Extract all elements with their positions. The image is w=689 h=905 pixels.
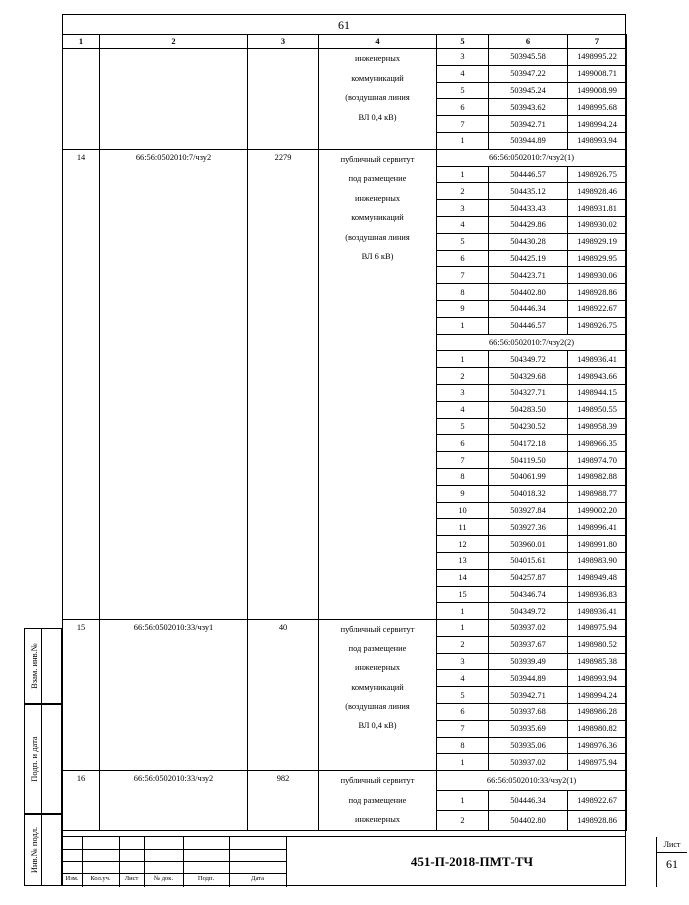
description-line: под размещение: [348, 795, 407, 805]
coord-y: 1498980.52: [568, 636, 627, 653]
description-line: ВЛ 0,4 кВ): [358, 721, 397, 731]
coord-x: 503947.22: [489, 65, 568, 82]
description-line: (воздушная линия: [345, 232, 410, 242]
coord-y: 1498995.68: [568, 99, 627, 116]
description-line: инженерных: [354, 193, 401, 203]
coord-x: 504346.74: [489, 586, 568, 603]
table-row: [63, 620, 627, 637]
coord-y: 1498976.36: [568, 737, 627, 754]
description-line: инженерных: [354, 663, 401, 673]
point-number: 13: [437, 552, 489, 569]
entry-number: 14: [63, 149, 100, 619]
coord-y: 1498975.94: [568, 620, 627, 637]
side-block-sign-date: [24, 704, 62, 814]
description-line: (воздушная линия: [345, 701, 410, 711]
column-header: 7: [568, 35, 627, 49]
sheet-label: Лист: [657, 838, 687, 853]
point-number: 6: [437, 435, 489, 452]
point-number: 15: [437, 586, 489, 603]
description-line: коммуникаций: [351, 73, 404, 83]
description-line: под размещение: [348, 644, 407, 654]
coord-x: 504349.72: [489, 603, 568, 620]
header-row: [63, 35, 627, 49]
coord-y: 1498926.75: [568, 317, 627, 334]
point-number: 1: [437, 317, 489, 334]
description-lines: [319, 771, 436, 830]
description-line: под размещение: [348, 174, 407, 184]
column-header: 5: [437, 35, 489, 49]
coord-x: 504061.99: [489, 468, 568, 485]
column-header: 4: [319, 35, 437, 49]
entry-description: [319, 49, 437, 150]
coord-y: 1498936.83: [568, 586, 627, 603]
point-number: 3: [437, 49, 489, 66]
coord-y: 1498936.41: [568, 603, 627, 620]
page-number: 61: [338, 18, 350, 32]
coord-x: 504230.52: [489, 418, 568, 435]
table-row: [63, 49, 627, 66]
side-block-replace-inv: [24, 628, 62, 704]
point-number: 2: [437, 368, 489, 385]
coord-x: 503937.02: [489, 620, 568, 637]
point-number: 1: [437, 351, 489, 368]
coord-x: 503937.67: [489, 636, 568, 653]
coord-y: 1498991.80: [568, 536, 627, 553]
point-number: 8: [437, 737, 489, 754]
point-number: 6: [437, 704, 489, 721]
description-line: публичный сервитут: [340, 154, 415, 164]
coord-x: 503939.49: [489, 653, 568, 670]
column-header: 1: [63, 35, 100, 49]
area-value: 982: [248, 771, 319, 831]
stamp-col-izm: Изм.: [65, 875, 79, 882]
side-label-replace-inv: Взам. инв.№: [29, 643, 39, 689]
description-line: инженерных: [354, 815, 401, 825]
area-value: 40: [248, 620, 319, 771]
coord-x: 503960.01: [489, 536, 568, 553]
coord-y: 1498930.02: [568, 216, 627, 233]
sheet-cell: [656, 837, 689, 887]
point-number: 6: [437, 99, 489, 116]
description-lines: [319, 49, 436, 127]
point-number: 3: [437, 384, 489, 401]
point-number: 7: [437, 720, 489, 737]
point-number: 5: [437, 233, 489, 250]
sheet-number: 61: [666, 857, 678, 871]
coord-y: 1498926.75: [568, 166, 627, 183]
cadastral-number: 66:56:0502010:33/чзу1: [100, 620, 248, 771]
coord-y: 1498928.86: [568, 810, 627, 830]
coord-y: 1499008.99: [568, 82, 627, 99]
description-line: публичный сервитут: [340, 625, 415, 635]
point-number: 1: [437, 754, 489, 771]
coord-x: 503927.36: [489, 519, 568, 536]
coord-x: 504429.86: [489, 216, 568, 233]
point-number: 1: [437, 620, 489, 637]
coord-y: 1498980.82: [568, 720, 627, 737]
table-body: [63, 35, 627, 831]
coord-y: 1498929.19: [568, 233, 627, 250]
title-block-grid: [62, 837, 286, 887]
coord-x: 503945.24: [489, 82, 568, 99]
table-row: [63, 771, 627, 791]
description-lines: [319, 620, 436, 735]
coord-y: 1498944.15: [568, 384, 627, 401]
coord-x: 503942.71: [489, 116, 568, 133]
point-number: 2: [437, 183, 489, 200]
coord-x: 504349.72: [489, 351, 568, 368]
coord-x: 503937.68: [489, 704, 568, 721]
description-line: (воздушная линия: [345, 93, 410, 102]
column-header: 3: [248, 35, 319, 49]
zone-subheader: 66:56:0502010:33/чзу2(1): [437, 771, 627, 791]
coord-x: 504119.50: [489, 452, 568, 469]
coordinates-table: [62, 34, 627, 831]
coord-x: 503944.89: [489, 132, 568, 149]
point-number: 14: [437, 569, 489, 586]
coord-x: 504435.12: [489, 183, 568, 200]
coord-x: 503943.62: [489, 99, 568, 116]
coord-x: 504015.61: [489, 552, 568, 569]
point-number: 1: [437, 166, 489, 183]
coord-y: 1498922.67: [568, 300, 627, 317]
coord-y: 1498929.95: [568, 250, 627, 267]
table-row: [63, 149, 627, 166]
side-block-inv-orig: [24, 814, 62, 886]
coord-y: 1498995.22: [568, 49, 627, 66]
stamp-col-ndoc: № док.: [153, 875, 174, 882]
description-line: коммуникаций: [351, 682, 404, 692]
coord-y: 1498930.06: [568, 267, 627, 284]
cont-area: [248, 49, 319, 150]
point-number: 4: [437, 670, 489, 687]
coord-y: 1498950.55: [568, 401, 627, 418]
description-line: публичный сервитут: [340, 776, 415, 786]
side-label-sign-date: Подп. и дата: [29, 736, 39, 782]
coord-y: 1498928.46: [568, 183, 627, 200]
point-number: 3: [437, 200, 489, 217]
point-number: 9: [437, 300, 489, 317]
point-number: 7: [437, 267, 489, 284]
description-line: коммуникаций: [351, 213, 404, 223]
coord-y: 1498943.66: [568, 368, 627, 385]
point-number: 3: [437, 653, 489, 670]
coord-x: 504425.19: [489, 250, 568, 267]
coord-y: 1498931.81: [568, 200, 627, 217]
coord-x: 504283.50: [489, 401, 568, 418]
stamp-col-podp: Подп.: [197, 875, 215, 882]
coord-x: 504257.87: [489, 569, 568, 586]
side-label-inv-orig: Инв.№ подл.: [29, 826, 39, 874]
coord-y: 1498994.24: [568, 687, 627, 704]
coord-y: 1498975.94: [568, 754, 627, 771]
coord-y: 1498966.35: [568, 435, 627, 452]
stamp-col-koluch: Кол.уч.: [90, 875, 111, 882]
coord-y: 1498949.48: [568, 569, 627, 586]
point-number: 12: [437, 536, 489, 553]
point-number: 9: [437, 485, 489, 502]
coord-x: 503935.69: [489, 720, 568, 737]
coord-x: 504172.18: [489, 435, 568, 452]
point-number: 8: [437, 468, 489, 485]
title-block: [62, 836, 681, 887]
entry-description: [319, 771, 437, 831]
point-number: 1: [437, 132, 489, 149]
cont-number: [63, 49, 100, 150]
coord-y: 1498996.41: [568, 519, 627, 536]
point-number: 6: [437, 250, 489, 267]
coord-x: 504327.71: [489, 384, 568, 401]
point-number: 8: [437, 284, 489, 301]
point-number: 2: [437, 810, 489, 830]
coord-x: 503937.02: [489, 754, 568, 771]
coord-x: 504018.32: [489, 485, 568, 502]
zone-subheader: 66:56:0502010:7/чзу2(2): [437, 334, 627, 351]
coord-x: 503935.06: [489, 737, 568, 754]
point-number: 4: [437, 401, 489, 418]
entry-description: [319, 620, 437, 771]
point-number: 7: [437, 452, 489, 469]
entry-number: 15: [63, 620, 100, 771]
stamp-col-data: Дата: [251, 875, 264, 882]
point-number: 1: [437, 791, 489, 811]
point-number: 5: [437, 418, 489, 435]
point-number: 4: [437, 216, 489, 233]
column-header: 6: [489, 35, 568, 49]
coord-y: 1498986.28: [568, 704, 627, 721]
description-line: ВЛ 0,4 кВ): [358, 112, 397, 122]
coord-y: 1498993.94: [568, 670, 627, 687]
stamp-col-list: Лист: [124, 875, 139, 882]
coord-y: 1498985.38: [568, 653, 627, 670]
document-code: 451-П-2018-ПМТ-ТЧ: [286, 837, 657, 887]
cadastral-number: 66:56:0502010:33/чзу2: [100, 771, 248, 831]
point-number: 10: [437, 502, 489, 519]
coord-y: 1498994.24: [568, 116, 627, 133]
zone-subheader: 66:56:0502010:7/чзу2(1): [437, 149, 627, 166]
entry-number: 16: [63, 771, 100, 831]
point-number: 1: [437, 603, 489, 620]
coord-x: 504446.34: [489, 300, 568, 317]
area-value: 2279: [248, 149, 319, 619]
coord-x: 504446.57: [489, 166, 568, 183]
point-number: 5: [437, 82, 489, 99]
coord-y: 1498993.94: [568, 132, 627, 149]
coord-y: 1498922.67: [568, 791, 627, 811]
coord-x: 503927.84: [489, 502, 568, 519]
coord-x: 504446.57: [489, 317, 568, 334]
point-number: 2: [437, 636, 489, 653]
coord-x: 503944.89: [489, 670, 568, 687]
coord-y: 1499008.71: [568, 65, 627, 82]
point-number: 11: [437, 519, 489, 536]
description-line: инженерных: [354, 54, 401, 63]
point-number: 5: [437, 687, 489, 704]
entry-description: [319, 149, 437, 619]
coord-x: 504446.34: [489, 791, 568, 811]
coord-y: 1498982.88: [568, 468, 627, 485]
coord-x: 504430.28: [489, 233, 568, 250]
coord-x: 504423.71: [489, 267, 568, 284]
coord-y: 1498974.70: [568, 452, 627, 469]
point-number: 7: [437, 116, 489, 133]
coord-y: 1498936.41: [568, 351, 627, 368]
coord-y: 1498958.39: [568, 418, 627, 435]
coord-x: 504433.43: [489, 200, 568, 217]
column-header: 2: [100, 35, 248, 49]
cont-cadastral: [100, 49, 248, 150]
description-lines: [319, 150, 436, 267]
point-number: 4: [437, 65, 489, 82]
coord-x: 504402.80: [489, 284, 568, 301]
coord-y: 1498988.77: [568, 485, 627, 502]
coord-y: 1498928.86: [568, 284, 627, 301]
coord-x: 503945.58: [489, 49, 568, 66]
coord-y: 1498983.90: [568, 552, 627, 569]
description-line: ВЛ 6 кВ): [361, 252, 394, 262]
coord-y: 1499002.20: [568, 502, 627, 519]
coord-x: 504402.80: [489, 810, 568, 830]
coord-x: 503942.71: [489, 687, 568, 704]
coord-x: 504329.68: [489, 368, 568, 385]
cadastral-number: 66:56:0502010:7/чзу2: [100, 149, 248, 619]
